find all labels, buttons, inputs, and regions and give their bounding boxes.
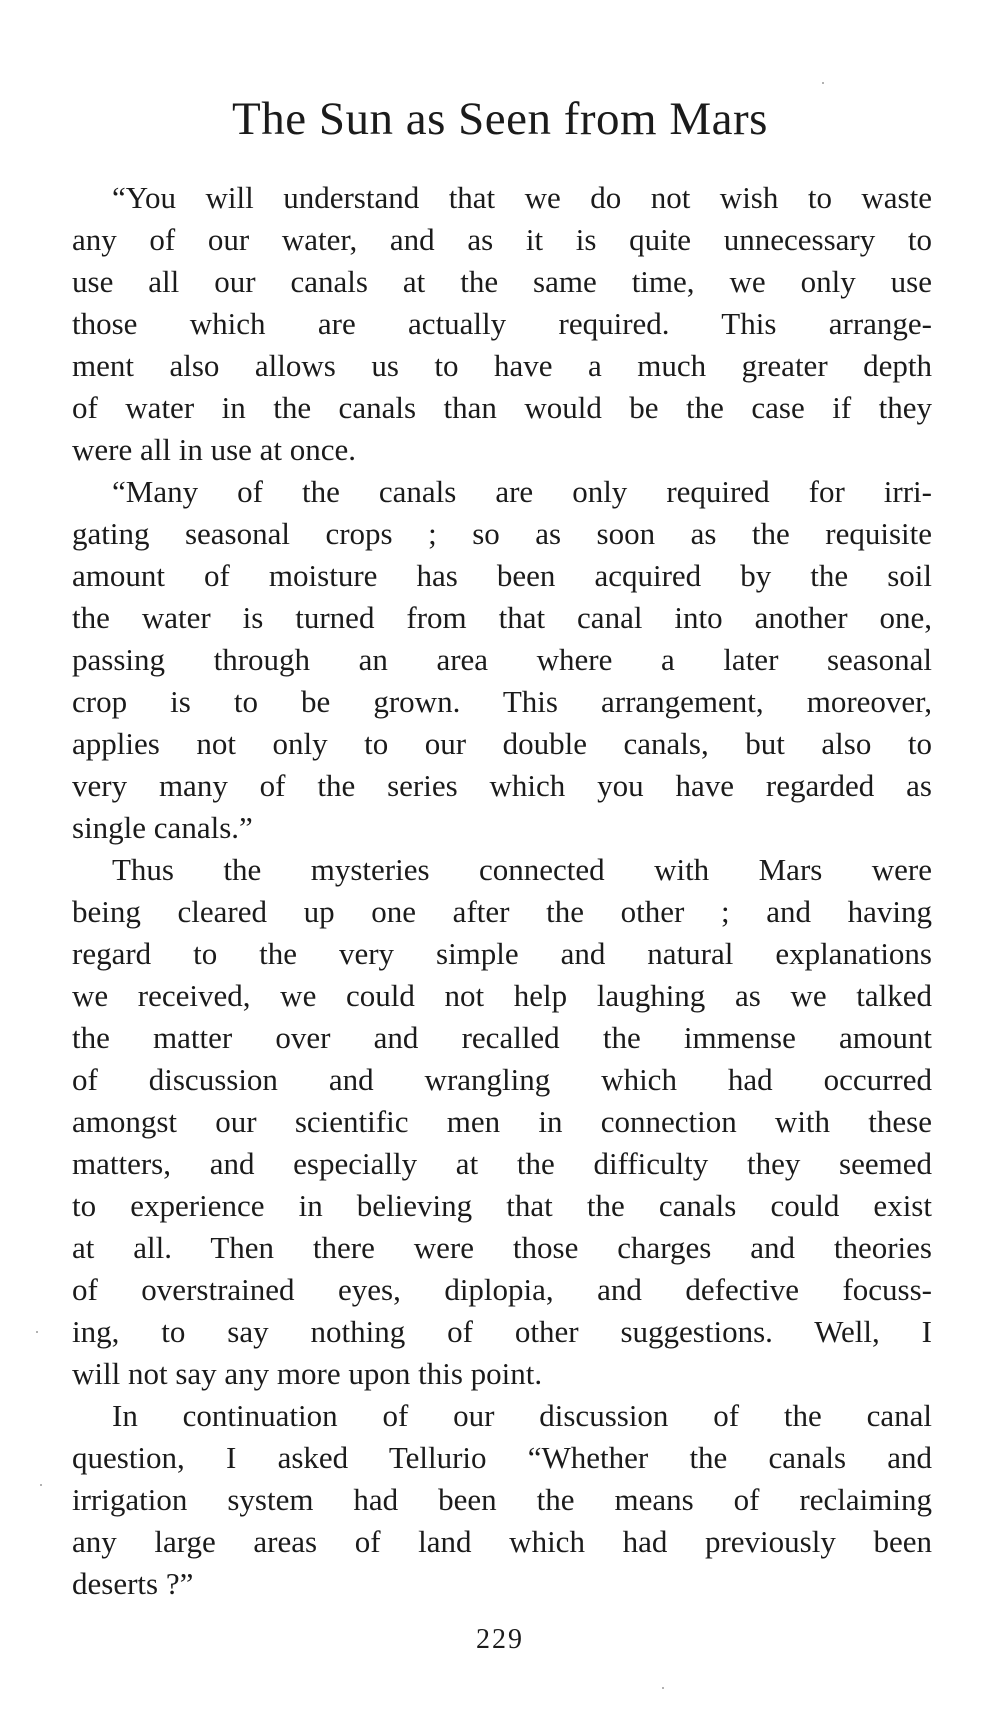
paper-speck	[662, 1687, 664, 1689]
text-line: amongst our scientific men in connection with these	[72, 1104, 932, 1139]
text-line: were all in use at once.	[72, 432, 357, 467]
text-line: passing through an area where a later seasonal	[72, 642, 932, 677]
text-line: very many of the series which you have regarded as	[72, 768, 932, 803]
text-line: we received, we could not help laughing as we talked	[72, 978, 932, 1013]
text-line: irrigation system had been the means of reclaiming	[72, 1482, 932, 1517]
paper-speck	[822, 82, 824, 84]
text-line: to experience in believing that the canals could exist	[72, 1188, 932, 1223]
paper-speck	[40, 1484, 42, 1486]
text-line: “You will understand that we do not wish to waste	[112, 180, 932, 215]
text-line: regard to the very simple and natural explanations	[72, 936, 932, 971]
text-line: In continuation of our discussion of the canal	[112, 1398, 932, 1433]
text-line: applies not only to our double canals, but also to	[72, 726, 932, 761]
text-line: being cleared up one after the other ; and having	[72, 894, 932, 929]
text-line: “Many of the canals are only required for irri-	[112, 474, 932, 509]
text-line: deserts ?”	[72, 1566, 194, 1601]
text-line: of water in the canals than would be the case if they	[72, 390, 932, 425]
text-line: any of our water, and as it is quite unnecessary to	[72, 222, 932, 257]
text-line: those which are actually required. This arrange-	[72, 306, 932, 341]
text-line: any large areas of land which had previously been	[72, 1524, 932, 1559]
text-line: gating seasonal crops ; so as soon as the requisite	[72, 516, 932, 551]
text-line: question, I asked Tellurio “Whether the canals and	[72, 1440, 932, 1475]
text-line: single canals.”	[72, 810, 253, 845]
text-line: matters, and especially at the difficulty they seemed	[72, 1146, 932, 1181]
text-line: ment also allows us to have a much greater depth	[72, 348, 932, 383]
text-line: of overstrained eyes, diplopia, and defective focuss-	[72, 1272, 932, 1307]
text-line: the matter over and recalled the immense amount	[72, 1020, 932, 1055]
body-text	[72, 177, 932, 1605]
text-line: crop is to be grown. This arrangement, moreover,	[72, 684, 932, 719]
text-line: Thus the mysteries connected with Mars were	[112, 852, 932, 887]
text-line: at all. Then there were those charges and theories	[72, 1230, 932, 1265]
text-line: ing, to say nothing of other suggestions. Well, I	[72, 1314, 932, 1349]
text-line: the water is turned from that canal into another one,	[72, 600, 932, 635]
text-line: will not say any more upon this point.	[72, 1356, 543, 1391]
text-line: amount of moisture has been acquired by the soil	[72, 558, 932, 593]
page-number: 229	[476, 1624, 524, 1655]
text-line: of discussion and wrangling which had occurred	[72, 1062, 932, 1097]
paper-speck	[36, 1331, 38, 1333]
text-line: use all our canals at the same time, we only use	[72, 264, 932, 299]
running-head: The Sun as Seen from Mars	[232, 93, 768, 145]
